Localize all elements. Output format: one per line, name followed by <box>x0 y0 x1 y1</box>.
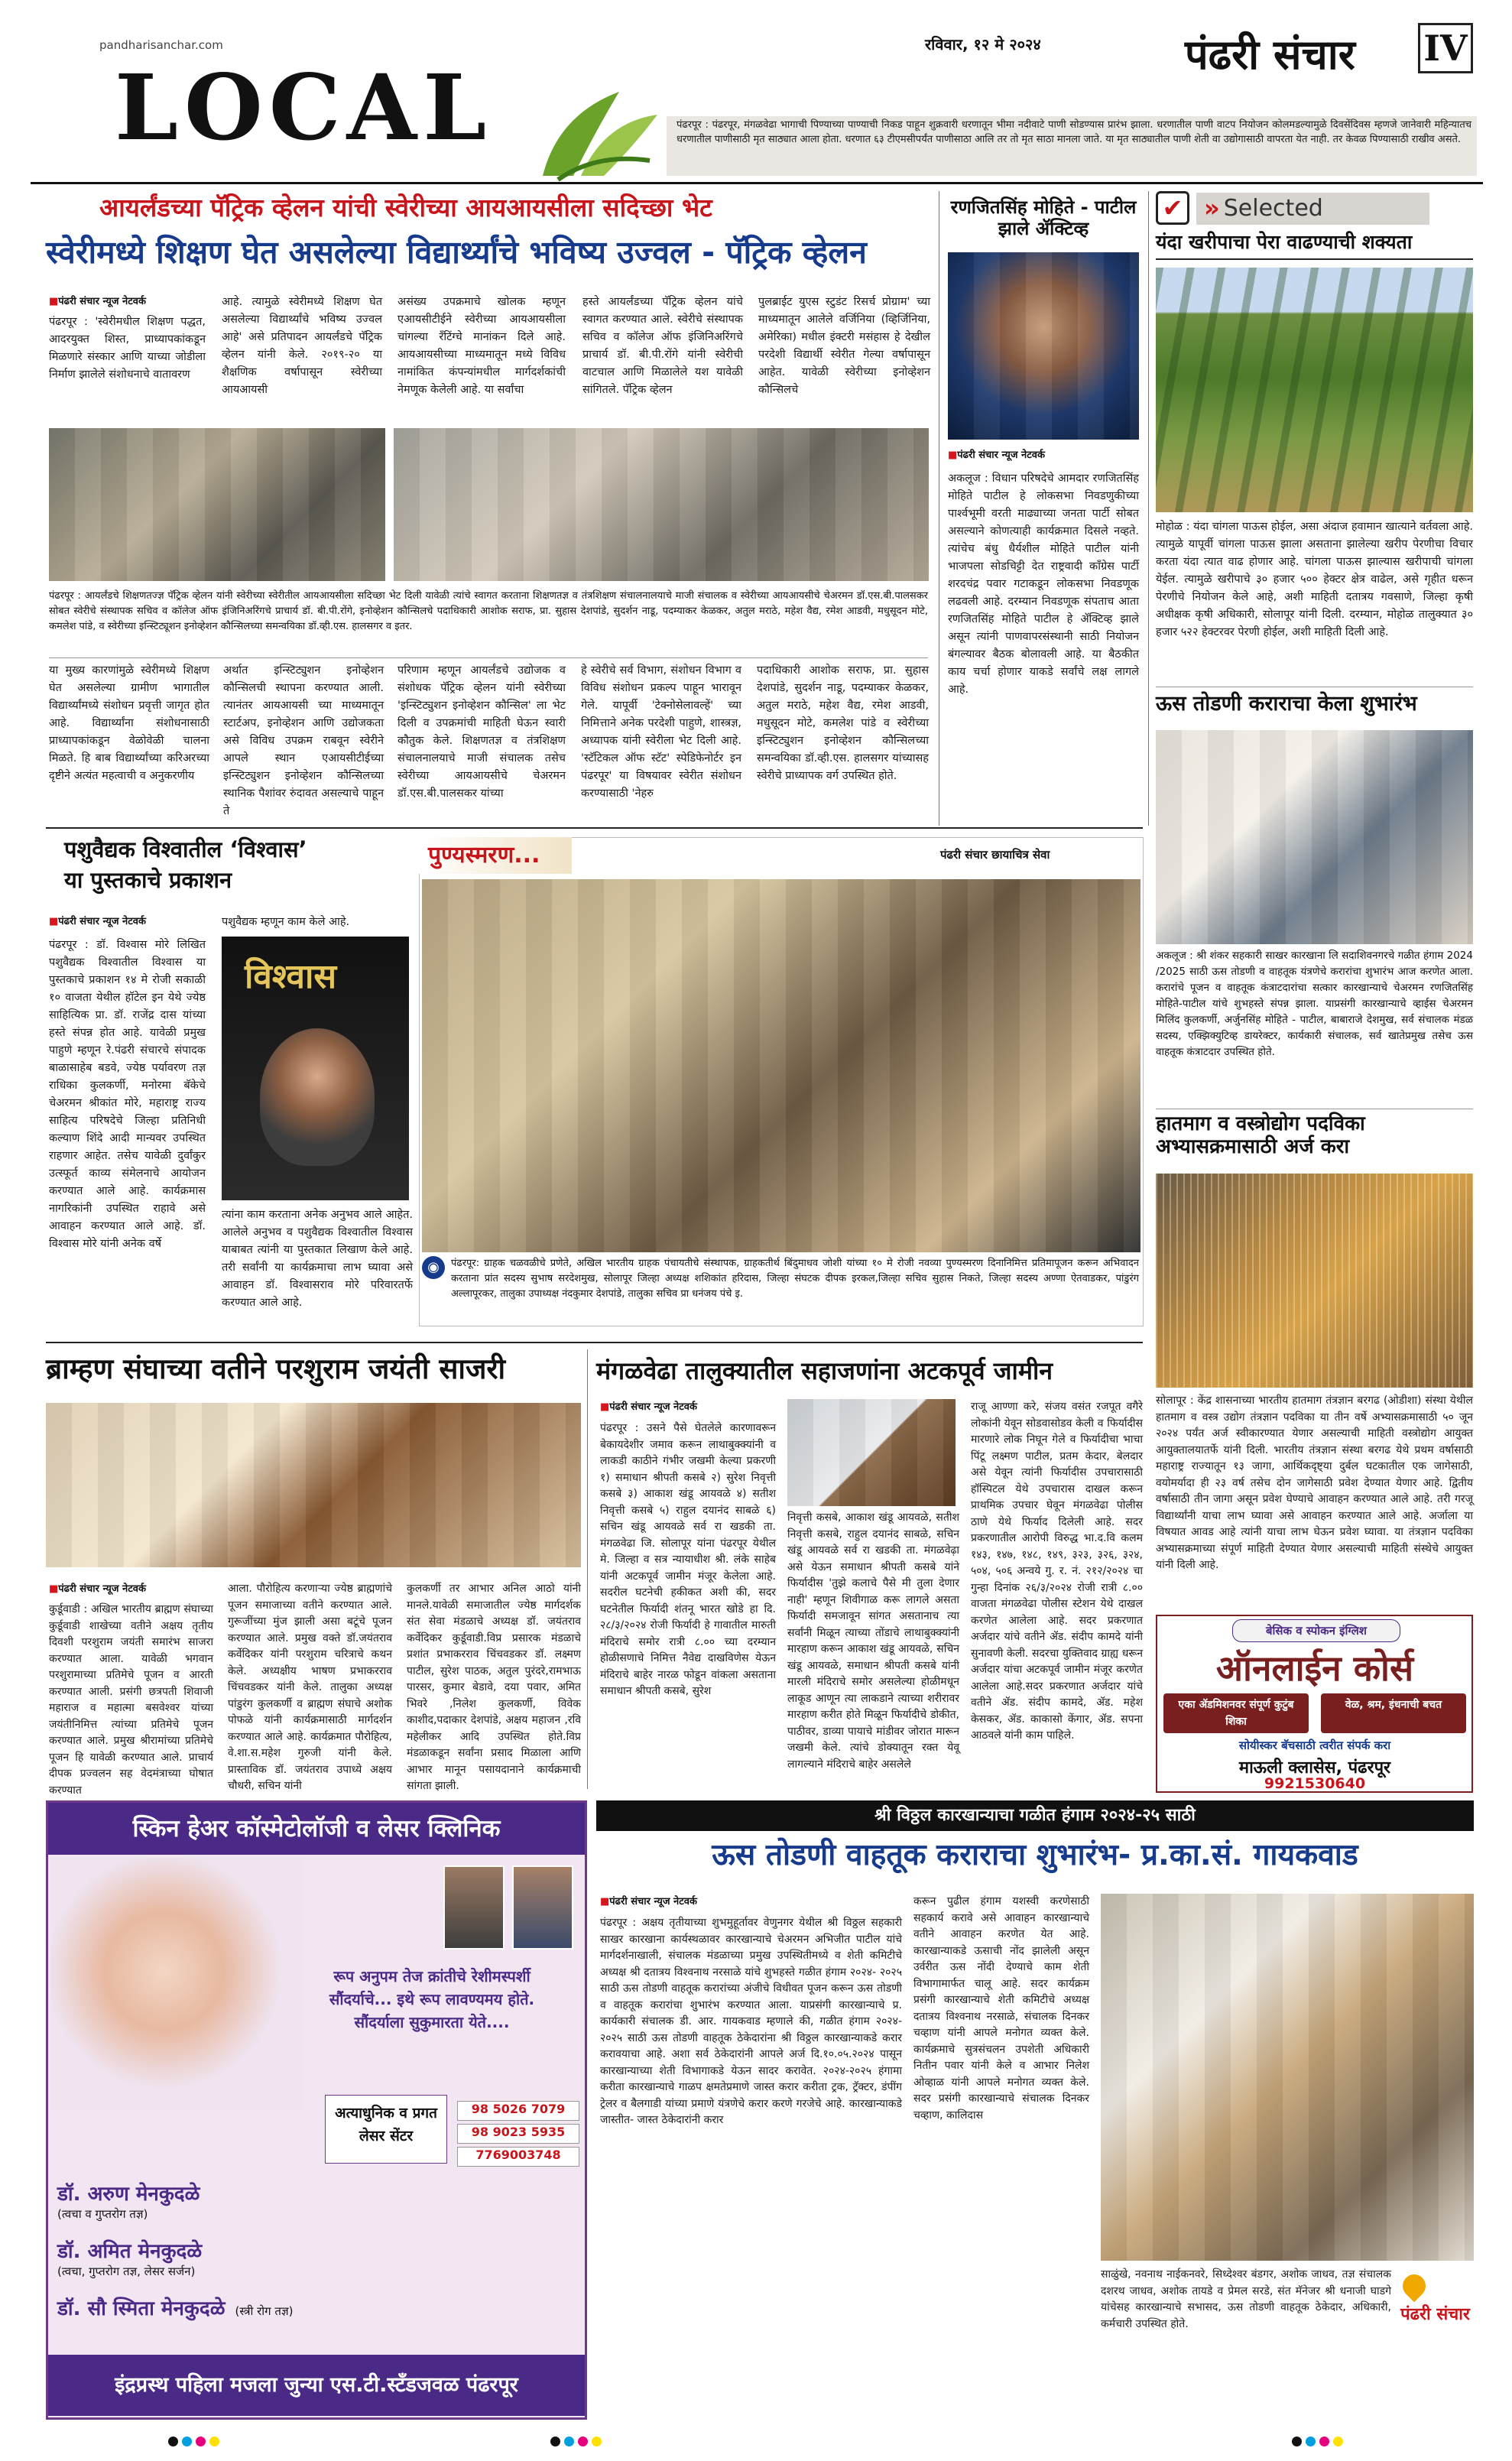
selected-photo <box>1156 268 1473 512</box>
story4-photo <box>1156 1174 1473 1388</box>
ad-clinic-tech: अत्याधुनिक व प्रगत लेसर सेंटर <box>325 2095 447 2164</box>
story5-byline: ■ पंढरी संचार न्यूज नेटवर्क <box>49 914 146 927</box>
story8-col3: राजू आण्णा करे, संजय वसंत रजपूत वगैरे लोकांनी येवून सोडवासोडव केली व फिर्यादीस मारणारे लोक निघून गेले व फिर्यादीचा भाचा पिंटू लक्ष्मण पाटील, प्रतम केदार, बेलदार असे येवून त्यांनी फिर्यादीस उपचारासाठी हॉस्पिटल येथे उपचारास दाखल करून प्राथमिक उपचार घेवून मंगळवेढा पोलीस ठाणे येथे फिर्याद दिलेली आहे. सदर प्रकरणातील आरोपी विरुद्ध भा.द.वि कलम १४३, १४७, १४८, १४९, ३२३, ३२६, ३२४, ५०४, ५०६ अन्वये गु. र. नं. २१२/२०२४ चा गुन्हा दिनांक २६/३/२०२४ रोजी रात्री ८.०० वाजता मंगळवेढा पोलीस स्टेशन येथे दाखल करणेत आलेला आहे. सदर प्रकरणात अर्जदार यांचे वतीने ॲड. संदीप कामदे यांनी सुनावणी केली. सदरचा युक्तिवाद ग्राह्य धरून अर्जदार यांचा अटकपूर्व जामीन मंजूर करणेत आलेला आहे.सदर प्रकरणात अर्जदार यांचे वतीने ॲड. संदीप कामदे, ॲड. महेश केसकर, ॲड. काकासो केंगार, ॲड. सपना आठवले यांनी काम पाहिले. <box>971 1401 1143 1742</box>
col-divider-3 <box>587 1349 588 1789</box>
ad-clinic-quote: रूप अनुपम तेज क्रांतीचे रेशीमस्पर्शी सौंदर्याचे... इथे रूप लावण्यमय होते. सौंदर्याला सुकुमारता येते.... <box>329 1967 535 2031</box>
story5-headline-2: या पुस्तकाचे प्रकाशन <box>64 867 232 893</box>
doctor-3-name: डॉ. सौ स्मिता मेनकुदळे <box>57 2297 226 2320</box>
ad-course-phone[interactable]: 9921530640 <box>1264 1775 1366 1792</box>
ad-course-box2: वेळ, श्रम, इंधनाची बचत <box>1321 1693 1466 1733</box>
ad-clinic-doctor-2 <box>57 2236 409 2279</box>
story9-logo: पंढरी संचार <box>1400 2305 1470 2324</box>
date: रविवार, १२ मे २०२४ <box>925 35 1041 54</box>
story5-col1: पंढरपूर : डॉ. विश्वास मोरे लिखित पशुवैद्यक विश्वातील विश्वास या पुस्तकाचे प्रकाशन १४ मे रोजी सकाळी १० वाजता येथील हॉटेल इन येथे ज्येष्ठ साहित्यिक प्रा. डॉ. राजेंद्र दास यांच्या हस्ते संपन्न होत आहे. यावेळी प्रमुख पाहुणे म्हणून रे.पंढरी संचारचे संपादक बाळासाहेब बडवे, ज्येष्ठ पर्यावरण तज्ञ राधिका कुलकर्णी, मनोरमा बॅकेचे चेअरमन श्रीकांत मोरे, महाराष्ट्र राज्य साहित्य परिषदेचे जिल्हा प्रतिनिधी कल्याण शिंदे आदी मान्यवर उपस्थित राहणार आहेत. तसेच यावेळी दुर्वांकुर उत्स्फूर्त काव्य संमेलनाचे आयोजन करण्यात आले आहे. कार्यक्रमास नागरिकांनी उपस्थित राहावे असे आवाहन करण्यात आले आहे. डॉ. विश्वास मोरे यांनी अनेक वर्षे <box>49 939 206 1250</box>
story1-low-col1: या मुख्य कारणांमुळे स्वेरीमध्ये शिक्षण घेत असलेल्या ग्रामीण भागातील विद्यार्थ्यांमध्ये संशोधन प्रवृत्ती जागृत होत आहे. विद्यार्थ्यांना संशोधनासाठी प्राध्यापकांकडून वेळोवेळी चालना मिळते. हि बाब विद्यार्थ्यांच्या करिअरच्या दृष्टीने अत्यंत महत्वाची व अनुकरणीय <box>49 664 209 782</box>
story9-headline: ऊस तोडणी वाहतूक कराराचा शुभारंभ- प्र.का.सं. गायकवाड <box>712 1838 1358 1872</box>
story1-photo-2 <box>394 428 929 581</box>
story1-photo-1 <box>49 428 385 581</box>
story9-col1: पंढरपूर : अक्षय तृतीयाच्या शुभमुहूर्तावर वेणुनगर येथील श्री विठ्ठल सहकारी साखर कारखाना कार्यस्थळावर कारखान्याचे चेअरमन अभिजीत पाटील यांचे मार्गदर्शनाखाली, संचालक मंडळाच्या प्रमुख उपस्थितीमध्ये व शेती कमिटीचे अध्यक्ष श्री दतात्रय विश्वनाथ नरसाळे यांचे शुभहस्ते गळीत हंगाम २०२४- २०२५ साठी ऊस तोडणी वाहतूक करारांच्या अंजीचे विधीवत पूजन करून ऊस तोडणी व वाहतूक करारांचा शुभारंभ करण्यात आला. याप्रसंगी कारखान्याचे प्र. कार्यकारी संचालक डी. आर. गायकवाड म्हणाले की, गळीत हंगाम २०२४- २०२५ साठी ऊस तोडणी वाहतूक ठेकेदारांना श्री विठ्ठल कारखान्याकडे करार करावयाचा आहे. अशा सर्व ठेकेदारांनी आपले अर्ज दि.१०.०५.२०२४ पासून कारखान्याच्या शेती विभागाकडे येऊन सादर करावेत. २०२४-२०२५ हंगामा करीता कारखान्याचे गाळप क्षमतेप्रमाणे जास्त करार करीता ट्रक, ट्रॅक्टर, डंपींग ट्रेलर व बैलगाडी यांच्या प्रमाणे यंत्रणेचे करार करणे गरजेचे आहे. कारखान्याकडे जास्तीत- जास्त ठेकेदारांनी करार <box>600 1917 902 2126</box>
ticker-text: पंढरपूर : पंढरपूर, मंगळवेढा भागाची पिण्याच्या पाण्याची निकड पाहून शुक्रवारी धरणातून भीमा नदीवाटे पाणी सोडण्यास प्रारंभ झाला. धरणातील पाणी वाटप नियोजन कोलमडल्यामुळे दिवसेंदिवस म्हणजे जानेवारी महिन्यातच धरणातील पाणीसाठी मृत साठ्यात आला होता. धरणात ६३ टीएमसीपर्यंत पाणीसाठा आलि तर तो मृत साठा मानला जाते. या मृत साठ्यातील पाणी शेती वा उद्योगासाठी वापरता येत नाही. तर केवळ पिण्यासाठी राखीव असते. <box>677 119 1471 145</box>
story9-photo <box>1101 1894 1474 2261</box>
story1-low-col2: अर्थात इन्स्टिट्युशन इनोव्हेशन कौन्सिलची स्थापना करण्यात आली. त्यानंतर आयआयसी च्या माध्यमातून स्टार्टअप, इनोव्हेशन आणि उद्योजकता असे विविध उपक्रम राबवून स्वेरीने आपले स्थान एआयसीटीईच्या इन्स्टिट्युशन इनोव्हेशन कौन्सिलच्या स्थानिक पैशांवर रुंदावत असल्याचे पाहून ते <box>223 664 384 817</box>
story7-byline: ■ पंढरी संचार न्यूज नेटवर्क <box>49 1581 146 1595</box>
story1-col4: हस्ते आयर्लंडच्या पॅट्रिक व्हेलन यांचे स्वागत करण्यात आले. स्वेरीचे संस्थापक सचिव व कॉलेज ऑफ इंजिनिअरिंगचे प्राचार्य डॉ. बी.पी.रोंगे यांनी स्वेरीची वाटचाल आणि मिळालेले यश यावेळी सांगितले. पॅट्रिक व्हेलन <box>582 296 743 396</box>
check-icon: ✔ <box>1156 191 1189 225</box>
registration-marks-center <box>550 2435 605 2450</box>
ad-clinic-model <box>50 1858 303 2110</box>
ad-clinic-doctor-photo-2 <box>512 1865 573 1950</box>
ad-course-title: ऑनलाईन कोर्स <box>1215 1648 1414 1689</box>
story5-col2-top: पशुवैद्यक म्हणून काम केले आहे. <box>222 916 350 928</box>
story2-byline: ■ पंढरी संचार न्यूज नेटवर्क <box>948 447 1045 461</box>
story8-col2: निवृत्ती कसबे, आकाश खंडू आयवळे, सतीश निवृत्ती कसबे, राहुल दयानंद साबळे, सचिन खंडू आयवळे सर्व रा खडकी ता. मंगळवेढ़ा असे येऊन समाधान श्रीपती कसबे यांने फिर्यादीस 'तुझे कलाचे पैसे मी तुला देणार नाही' म्हणून शिवीगाळ करू लागले असता फिर्यादी समजावून सांगत असतानाच त्या सर्वांनी मिळून त्याच्या तोंडाचे लाथाबुक्क्यांनी मारहाण करून आकाश खंडू आयवळे, सचिन खंडू आयवळे, समाधान श्रीपती कसबे यांनी मारली मंदिराचे समोर असलेल्या होळीमधून लाकूड आणून त्या लाकडाने त्याच्या शरीरावर मारहाण करीत होते मिळून फिर्यादीचे डोकीत, पाठीवर, डाव्या पायाचे मांडीवर जोरात मारून जखमी केले. त्यांचे डोक्यातून रक्त येवू लागल्याने मंदिराचे बाहेर असलेले <box>787 1511 959 1771</box>
story5-col2-bottom: त्यांना काम करताना अनेक अनुभव आले आहेत. आलेले अनुभव व पशुवैद्यक विश्वातील विश्वास याबाबत त्यांनी या पुस्तकात लिखाण केले आहे. तरी सर्वांनी या कार्यक्रमाचा लाभ घ्यावा असे आवाहन डॉ. विश्वासराव मोरे परिवारतर्फे करण्यात आले आहे. <box>222 1209 413 1309</box>
ad-clinic-doctor-photo-1 <box>443 1865 505 1950</box>
rule-lower <box>46 1342 1143 1343</box>
paper-name: पंढरी संचार <box>1185 31 1355 79</box>
story8-col1: पंढरपूर : उसने पैसे घेतलेले कारणावरून बेकायदेशीर जमाव करून लाथाबुक्क्यांनी व लाकडी काठीने गंभीर जखमी केल्या प्रकरणी १) समाधान श्रीपती कसबे २) सुरेश निवृत्ती कसबे ३) आकाश खंडू आयवळे ४) सतीश निवृत्ती कसबे ५) राहुल दयानंद साबळे ६) सचिन खंडू आयवळे सर्व रा खडकी ता. मंगळवेढा जि. सोलापूर यांना पंढरपूर येथील मे. जिल्हा व सत्र न्यायाधीश श्री. लंके साहेब यांनी अटकपूर्व जामीन मंजूर केलेला आहे. सदरील घटनेची हकीकत अशी की, सदर घटनेतील फिर्यादी शंतनू भारत खोडे हा दि. २८/३/२०२४ रोजी फिर्यादी हे गावातील मारुती मंदिराचे समोर रात्री ८.०० च्या दरम्यान होळीसणाचे निमित्त नैवेद्य दाखविणेस येऊन मंदिराचे बाहेर नारळ फोडून वांकला असताना समाधान श्रीपती कसबे, सुरेश <box>600 1422 776 1697</box>
rule-middle <box>46 827 1143 829</box>
story6-credit: पंढरी संचार छायाचित्र सेवा <box>940 848 1050 862</box>
story8-headline: मंगळवेढा तालुक्यातील सहाजणांना अटकपूर्व जामीन <box>596 1356 1053 1385</box>
ad-course-top: बेसिक व स्पोकन इंग्लिश <box>1232 1619 1400 1642</box>
story2-headline: रणजितसिंह मोहिते - पाटील झाले ॲक्टिव्ह <box>950 196 1137 239</box>
story1-low-col5: पदाधिकारी आशोक सराफ, प्रा. सुहास देशपांडे, सुदर्शन नाडू, पदम्याकर केळकर, अतुल मराठे, महेश वैद्य, रमेश आडवी, मधुसूदन मोटे, कमलेश पांडे व स्वेरीच्या इन्स्टिट्युशन इनोव्हेशन कौन्सिलच्या समन्वयिका डॉ.व्ही.एस. हालसगर यांच्यासह स्वेरीचे प्राध्यापक वर्ग उपस्थित होते. <box>757 664 929 782</box>
story1-caption-rule <box>49 657 928 658</box>
selected-label <box>1196 193 1429 225</box>
story9-caption: साळुंखे, नवनाथ नाईकनवरे, सिध्देश्वर बंडगर, अशोक जाधव, तज्ञ संचालक दशरथ जाधव, अशोक तायडे व प्रेमल सरडे, संत मॅनेजर श्री धनाजी घाडगे यांचेसह कारखान्याचे सभासद, ऊस तोडणी वाहतूक ठेकेदार, अधिकारी, कर्मचारी उपस्थित होते. <box>1101 2268 1391 2330</box>
story1-kicker: आयर्लंडच्या पॅट्रिक व्हेलन यांची स्वेरीच्या आयआयसीला सदिच्छा भेट <box>99 193 712 222</box>
story1-col2: आहे. त्यामुळे स्वेरीमध्ये शिक्षण घेत असलेल्या विद्यार्थ्यांचे भविष्य उज्वल आहे' असे प्रतिपादन आयर्लंडचे पॅट्रिक व्हेलन यांनी केले. २०१९-२० या शैक्षणिक वर्षापासून स्वेरीच्या आयआयसी <box>222 296 382 396</box>
registration-marks-left <box>168 2435 223 2450</box>
story1-low-col4: हे स्वेरीचे सर्व विभाग, संशोधन विभाग व विविध संशोधन प्रकल्प पाहून भारावून गेले. यापूर्वी 'टेक्नोसेलावल्हें' च्या निमित्ताने अनेक परदेशी पाहुणे, शास्त्रज्ञ, अध्यापक यांनी स्वेरीला भेट दिली आहे. 'स्टॅटिकल ऑफ स्टॅट' स्पेडिफेनोर्टर इन पंढरपूर' या विषयावर स्वेरीत संशोधन करण्यासाठी 'नेहरु <box>581 664 741 800</box>
ad-course-line: सोयीस्कर बॅचसाठी त्वरीत संपर्क करा <box>1238 1739 1391 1752</box>
story6-caption: पंढरपूर: ग्राहक चळवळीचे प्रणेते, अखिल भारतीय ग्राहक पंचायतीचे संस्थापक, ग्राहकतीर्थ बिंदुमाधव जोशी यांच्या १० मे रोजी नवव्या पुण्यस्मरण दिनानिमित्त प्रतिमापूजन करून अभिवादन करताना प्रांत सदस्य सुभाष सरदेशमुख, सोलापूर जिल्हा अध्यक्ष शशिकांत हरिदास, जिल्हा संघटक दीपक इरकल,जिल्हा सचिव सुहास निकते, जिल्हा सदस्य अण्णा ऐतवाडकर, पांडुरंग अल्लापूरकर, तालुका उपाध्यक्ष नंदकुमार देशपांडे, तालुका सचिव प्रा धनंजय पंचे इ. <box>451 1258 1139 1300</box>
registration-marks-right <box>1292 2435 1347 2450</box>
story6-headline: पुण्यस्मरण... <box>428 842 540 868</box>
story7-photo <box>46 1403 581 1567</box>
story2-body: अकलूज : विधान परिषदेचे आमदार रणजितसिंह मोहिते पाटील हे लोकसभा निवडणुकीच्या पार्श्वभूमी वरती माढ्याच्या जनता पार्टी सोबत असल्याने कोणत्याही कार्यक्रमात दिसले नव्हते. त्यांचेच बंधु धैर्यशील मोहिते पाटील यांनी भाजपला सोडचिट्टी देत राष्ट्रवादी कॉंग्रेस पार्टी शरदचंद्र पवार गटाकडून लोकसभा निवडणूक लढवली आहे. दरम्यान निवडणूक संपताच आता रणजितसिंह मोहिते पाटील हे ॲक्टिव्ह झाले असून त्यांनी पाणवापरसंस्थानी साठी नियोजन बंगल्यावर बैठक बोलावली आहे. या बैठकीत काय चर्चा होणार याकडे सर्वांचे लक्ष लागले आहे. <box>948 472 1139 696</box>
ad-clinic-phone-2[interactable]: 98 9023 5935 <box>457 2124 579 2144</box>
section-title: LOCAL <box>115 54 493 161</box>
selected-headline: यंदा खरीपाचा पेरा वाढण्याची शक्यता <box>1156 232 1473 260</box>
website[interactable]: pandharisanchar.com <box>99 38 223 52</box>
ad-clinic-phone-3[interactable]: 7769003748 <box>457 2147 579 2167</box>
story7-col1: कुर्डूवाडी : अखिल भारतीय ब्राह्मण संघाच्या कुर्डूवाडी शाखेच्या वतीने अक्षय तृतीय दिवशी परशुराम जयंती समारंभ साजरा करण्यात आला. यावेळी भगवान परशुरामाच्या प्रतिमेचे पूजन व आरती करण्यात आली. प्रसंगी छत्रपती शिवाजी महाराज व महात्मा बसवेश्वर यांच्या जयंतीनिमित्त त्यांच्या प्रतिमेचे पूजन करण्यात आले. प्रमुख श्रीरामांच्या प्रतिमेचे पूजन हि यावेळी करण्यात आले. प्राचार्य दीपक प्रज्वलन सह वेदमंत्राच्या घोषात करण्यात <box>49 1603 213 1797</box>
ad-clinic-doctor-1 <box>57 2179 394 2222</box>
story9-byline: ■ पंढरी संचार न्यूज नेटवर्क <box>600 1894 697 1907</box>
story7-col3: कुलकर्णी तर आभार अनिल आठो यांनी मानले.यावेळी समाजातील ज्येष्ठ मार्गदर्शक संत सेवा मंडळाचे अध्यक्ष डॉ. जयंतराव कर्वेदिकर कुर्डूवाडी.विप्र प्रसारक मंडळाचे प्रशांत प्रभाकरराव चिंचवडकर डॉ. लक्ष्मण पाटील, सुरेश पाठक, अतुल पुरंदरे,रामभाऊ पारसर, कुमार बेडावे, दया पवार, अमित भिवरे ,निलेश कुलकर्णी, विवेक काशीद,पदाकार देशपांडे, अक्षय महाजन ,रवि महेलीकर आदि उपस्थित होते.विप्र मंडळाकडून सर्वांना प्रसाद मिळाला आणि आभार मानून पसायदानाने कार्यक्रमाची सांगता झाली. <box>407 1583 581 1792</box>
book-author-photo <box>260 1028 375 1166</box>
ad-clinic-doctor-3 <box>57 2294 516 2321</box>
story3-headline: ऊस तोडणी कराराचा केला शुभारंभ <box>1156 692 1417 716</box>
ad-clinic-title: स्किन हेअर कॉस्मेटोलॉजी व लेसर क्लिनिक <box>48 1803 585 1855</box>
ad-course-box1: एका ॲडमिशनवर संपूर्ण कुटुंब शिका <box>1163 1693 1309 1733</box>
page-number: IV <box>1418 23 1473 73</box>
story8-byline: ■ पंढरी संचार न्यूज नेटवर्क <box>600 1399 697 1413</box>
story9-kicker: श्री विठ्ठल कारखान्याचा गळीत हंगाम २०२४-२५ साठी <box>596 1800 1474 1831</box>
ad-clinic-phone-1[interactable]: 98 5026 7079 <box>457 2101 579 2121</box>
ad-course-name: माऊली क्लासेस, पंढरपूर <box>1238 1758 1391 1778</box>
book-title: विश्वास <box>245 957 337 996</box>
story1-col3: असंख्य उपक्रमाचे खोलक म्हणून एआयसीटीईने स्वेरीच्या आयआयसीला चांगल्या रँटिंग्चे मानांकन दिले आहे. आयआयसीच्या माध्यमातून मध्ये विविध नामांकित कंपन्यांमधील मार्गदर्शकांची नेमणूक केलेली आहे. या सर्वांचा <box>397 296 566 396</box>
story8-gavel-photo <box>787 1399 956 1506</box>
story1-col1: पंढरपूर : 'स्वेरीमधील शिक्षण पद्धत, आदरयुक्त शिस्त, प्राध्यापकांकडून मिळणारे संस्कार आणि याच्या जोडीला निर्माण झालेले संशोधनाचे वातावरण <box>49 316 206 381</box>
leaf-logo-icon <box>527 69 665 183</box>
story9-col2: करून पुढील हंगाम यशस्वी करणेसाठी सहकार्य करावे असे आवाहन कारखान्याचे वतीने आवाहन करणेत येत आहे. कारखान्याकडे ऊसाची नोंद झालेली असून उर्वरीत ऊस नोंदी देण्याचे काम शेती विभागामार्फत चालू आहे. सदर कार्यक्रम प्रसंगी कारखान्याचे शेती कमिटीचे अध्यक्ष दतात्रय विश्वनाथ नरसाळे, संचालक दिनकर चव्हाण यांनी आपले मनोगत व्यक्त केले. कार्यक्रमाचे सुत्रसंचलन उपशेती अधिकारी नितीन पवार यांनी केले व आभार निलेश ओव्हाळ यांनी आपले मनोगत व्यक्त केले. सदर प्रसंगी कारखान्याचे संचालक दिनकर चव्हाण, कालिदास <box>913 1895 1089 2122</box>
doctor-1-name: डॉ. अरुण मेनकुदळे <box>57 2183 200 2206</box>
story2-photo <box>948 252 1139 440</box>
story7-headline: ब्राम्हण संघाच्या वतीने परशुराम जयंती साजरी <box>46 1352 506 1385</box>
story4-body: सोलापूर : केंद्र शासनाच्या भारतीय हातमाग तंत्रज्ञान बरगढ (ओडीशा) संस्था येथील हातमाग व वस्त्र उद्योग तंत्रज्ञान पदविका या तीन वर्षे अभ्यासक्रमासाठी ५० जून २०२४ पर्यंत अर्ज स्वीकारण्यात येणार असल्याची माहिती वस्त्रोद्योग आयुक्त आयुक्तालयातर्फे यांनी दिली. भारतीय तंत्रज्ञान संस्था बरगढ येथे प्रथम वर्षासाठी महाराष्ट्र राज्यातून १३ जागा, आर्थिकदृष्ट्या दुर्बल घटकातील एक जागेसाठी, वयोमर्यादा ही २३ वर्ष तसेच दोन जागेसाठी प्रवेश देण्यात येणार आहे. द्वितीय वर्षासाठी तीन जागा असून प्रवेश घेण्याचे आवाहन करण्यात आले आहे. तरी गरजू विद्यार्थ्यांनी याचा लाभ घ्यावा असे आवाहन करण्यात आले आहे. अर्जाला या विषयात आवड आहे त्यांनी याचा लाभ घेऊन प्रवेश घ्यावा. या तंत्रज्ञान पदविका अभ्यासक्रमाच्या संपूर्ण माहिती देण्यात येणार असल्याची माहिती संस्थेचे आयुक्त यांनी दिली आहे. <box>1156 1394 1473 1571</box>
chevron-icon: » <box>1204 193 1220 222</box>
story5-headline-1: पशुवैद्यक विश्वातील ‘विश्वास’ <box>64 836 307 862</box>
doctor-2-role: (त्वचा, गुप्तरोग तज्ञ, लेसर सर्जन) <box>57 2265 196 2278</box>
ad-clinic-address: इंद्रप्रस्थ पहिला मजला जुन्या एस.टी.स्टॅंडजवळ पंढरपूर <box>48 2355 585 2416</box>
story1-low-col3: परिणाम म्हणून आयर्लंडचे उद्योजक व संशोधक पॅट्रिक व्हेलन यांनी स्वेरीच्या 'इन्स्टिट्युशन इनोव्हेशन कौन्सिल' ला भेट दिली व उपक्रमांची माहिती घेऊन स्वारी कौतुक केले. शिक्षणतज्ञ व तंत्रशिक्षण संचालनालयाचे माजी संचालक तसेच स्वेरीच्या आयआयसीचे चेअरमन डॉ.एस.बी.पालसकर यांच्या <box>397 664 566 800</box>
doctor-2-name: डॉ. अमित मेनकुदळे <box>57 2240 203 2263</box>
camera-icon: ◉ <box>422 1256 445 1279</box>
story3-caption: अकलूज : श्री शंकर सहकारी साखर कारखाना लि सदाशिवनगरचे गळीत हंगाम 2024 /2025 साठी ऊस तोडणी व वाहतूक यंत्रणेचे करारांचा शुभारंभ आज करणेत आला. करारांचे पूजन व वाहतूक कंत्राटदारांचा सत्कार कारखान्याचे चेअरमन रणजितसिंह मोहिते-पाटील यांचे शुभहस्ते संपन्न झाला. याप्रसंगी कारखान्याचे व्हाईस चेअरमन मिलिंद कुलकर्णी, अर्जुनसिंह मोहिते - पाटील, बाबाराजे देशमुख, सर्व संचालक मंडळ सदस्य, एक्झिक्युटिव्ह डायरेक्टर, कार्यकारी संचालक, सर्व खातेप्रमुख तसेच ऊस वाहतूक कंत्राटदार उपस्थित होते. <box>1156 950 1473 1058</box>
story4-headline: हातमाग व वस्त्रोद्योग पदविका अभ्यासक्रमासाठी अर्ज करा <box>1156 1112 1365 1158</box>
selected-body: मोहोळ : यंदा चांगला पाऊस होईल, असा अंदाज हवामान खात्याने वर्तवला आहे. त्यामुळे यापूर्वी चांगला पाऊस झाला असताना झालेल्या खरीप पेरणीचा विचार करता यंदा त्यात वाढ होणार आहे. चांगला पाऊस झाल्यास खरीपाची चांगला येईल. त्यामुळे खरीपाचे ३० हजार ५०० हेक्टर क्षेत्र वाढेल, असे गृहीत धरून पेरणीचे नियोजन केले आहे, अशी माहिती दतात्रय गवसाणे, जिल्हा कृषी अधीक्षक कृषी अधिकारी, सोलापूर यांनी दिली. दरम्यान, मोहोळ तालुक्यात ३० हजार ५२२ हेक्टरवर पेरणी होईल, अशी माहिती दिली आहे. <box>1156 521 1473 638</box>
story1-byline: ■ पंढरी संचार न्यूज नेटवर्क <box>49 294 146 307</box>
masthead-rule <box>31 182 1483 184</box>
story7-col2: आला. पौरोहित्य करणाऱ्या ज्येष्ठ ब्राह्मणांचे पूजन समाजाच्या वतीने करण्यात आले. गुरूजींच्या मुंज झाली असा बटूंचे पूजन करण्यात आले. प्रमुख वक्ते डॉ.जयंतराव कर्वेदिकर यांनी परशुराम चरित्राचे कथन केले. अध्यक्षीय भाषण प्रभाकरराव चिंचवडकर यांनी केले. तालुका अध्यक्ष पांडुरंग कुलकर्णी व ब्राह्मण संघाचे अशोक पोफळे यांनी कार्यक्रमासाठी मार्गदर्शन करण्यात आले आहे. कार्यक्रमात पौरोहित्य, वे.शा.स.महेश गुरुजी यांनी केले. प्रास्ताविक डॉ. जयंतराव उपाध्ये अक्षय चौधरी, सचिन यांनी <box>228 1583 392 1792</box>
selected-text: Selected <box>1223 195 1323 222</box>
story1-col5: पुलब्राईट युएस स्टुडंट रिसर्च प्रोग्राम' च्या माध्यमातून आलेले वर्जिनिया (व्हिर्जिनिया, अमेरिका) मधील इंक्टरी मसंहास हे देखील परदेशी विद्यार्थी स्वेरीत गेल्या वर्षापासून आहेत. यावेळी स्वेरीच्या इनोव्हेशन कौन्सिलचे <box>758 296 930 396</box>
doctor-3-role: (स्त्री रोग तज्ञ) <box>235 2304 294 2318</box>
book-cover <box>222 937 409 1200</box>
story1-caption: पंढरपूर : आयर्लंडचे शिक्षणतज्ज्ञ पॅट्रिक व्हेलन यांनी स्वेरीच्या स्वेरीतील आयआयसीला सदिच्छा भेट दिली यावेळी त्यांचे स्वागत करताना शिक्षणतज्ञ व तंत्रशिक्षण संचालनालयाचे माजी संचालक व स्वेरीच्या आयआयसीचे चेअरमन डॉ.एस.बी.पालसकर सोबत स्वेरीचे संस्थापक सचिव व कॉलेज ऑफ इंजिनिअरिंगचे प्राचार्य डॉ. बी.पी.रोंगे, इनोव्हेशन कौन्सिलचे पदाधिकारी आशोक सराफ, प्रा. सुहास देशपांडे, सुदर्शन नाडू, पदम्याकर केळकर, अतुल मराठे, महेश वैद्य, रमेश आडवी, मधुसूदन मोटे, कमलेश पांडे, व स्वेरीच्या इन्स्टिट्यूशन इनोव्हेशन कौन्सिलच्या समन्वयिका डॉ.व्ही.एस. हालसगर व इतर. <box>49 590 928 632</box>
col-divider-2 <box>1148 191 1149 826</box>
story3-photo <box>1156 730 1473 944</box>
story1-headline: स्वेरीमध्ये शिक्षण घेत असलेल्या विद्यार्थ्यांचे भविष्य उज्वल - पॅट्रिक व्हेलन <box>46 234 867 271</box>
location-pin-icon <box>1398 2270 1430 2302</box>
story6-photo <box>422 879 1140 1252</box>
doctor-1-role: (त्वचा व गुप्तरोग तज्ञ) <box>57 2207 148 2221</box>
